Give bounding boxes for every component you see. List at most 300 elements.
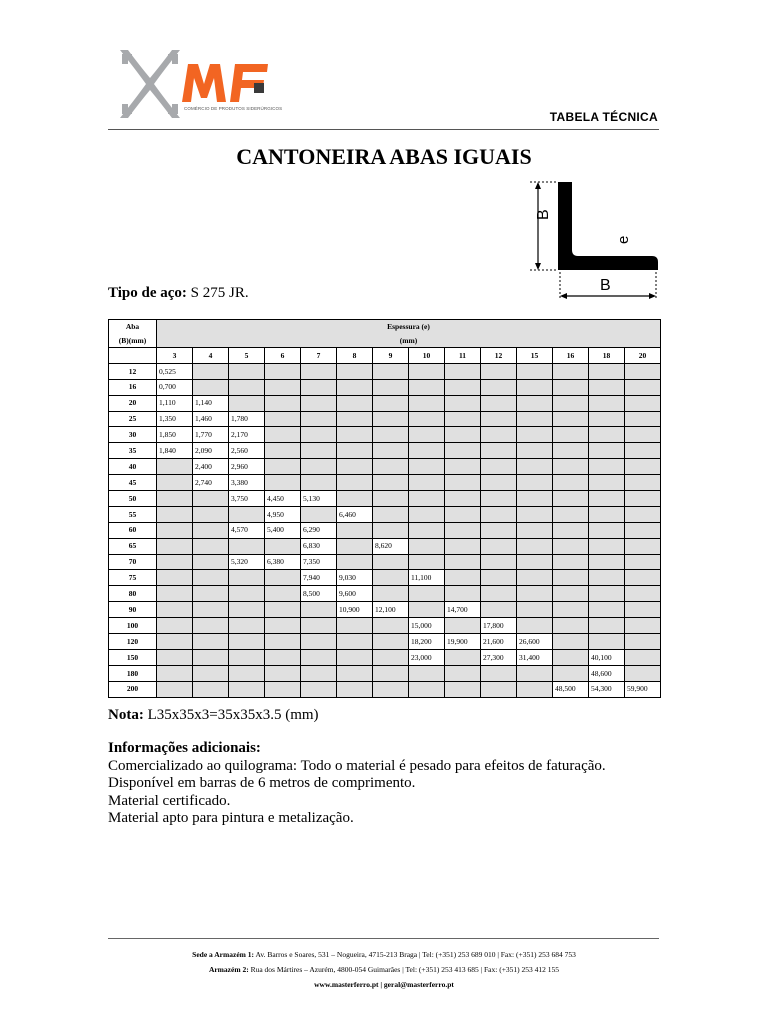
empty-cell: [373, 681, 409, 697]
empty-cell: [445, 570, 481, 586]
empty-cell: [409, 379, 445, 395]
empty-cell: [409, 538, 445, 554]
additional-info-heading: Informações adicionais:: [108, 740, 261, 756]
table-row: [109, 491, 661, 507]
diagram-label-height: B: [535, 209, 552, 220]
info-line: Disponível em barras de 6 metros de comprimento.: [108, 775, 416, 791]
aba-cell: 75: [109, 570, 157, 586]
table-header-row: [109, 320, 661, 348]
empty-cell: [517, 554, 553, 570]
empty-cell: [265, 681, 301, 697]
empty-cell: [193, 554, 229, 570]
weight-cell: 14,700: [445, 602, 481, 618]
table-row: [109, 538, 661, 554]
empty-cell: [265, 602, 301, 618]
aba-header: [109, 320, 157, 348]
empty-cell: [625, 459, 661, 475]
empty-cell: [373, 522, 409, 538]
empty-cell: [301, 475, 337, 491]
empty-cell: [481, 395, 517, 411]
weight-cell: 4,450: [265, 491, 301, 507]
empty-cell: [229, 395, 265, 411]
empty-cell: [265, 443, 301, 459]
weight-cell: 5,130: [301, 491, 337, 507]
empty-cell: [481, 586, 517, 602]
empty-cell: [193, 602, 229, 618]
empty-cell: [373, 554, 409, 570]
empty-cell: [553, 459, 589, 475]
empty-cell: [445, 586, 481, 602]
empty-cell: [301, 506, 337, 522]
aba-header-line1: Aba: [125, 322, 140, 331]
thickness-header-8: 8: [337, 348, 373, 364]
empty-cell: [517, 665, 553, 681]
empty-cell: [409, 427, 445, 443]
weight-cell: 5,400: [265, 522, 301, 538]
weight-cell: 17,800: [481, 618, 517, 634]
empty-cell: [589, 506, 625, 522]
empty-cell: [625, 586, 661, 602]
empty-cell: [193, 649, 229, 665]
empty-cell: [589, 538, 625, 554]
empty-cell: [517, 538, 553, 554]
empty-cell: [481, 491, 517, 507]
empty-cell: [337, 538, 373, 554]
empty-cell: [589, 443, 625, 459]
note: [108, 707, 319, 724]
empty-cell: [409, 681, 445, 697]
empty-cell: [517, 618, 553, 634]
thickness-header-20: 20: [625, 348, 661, 364]
empty-cell: [553, 634, 589, 650]
empty-cell: [553, 491, 589, 507]
weight-cell: 59,900: [625, 681, 661, 697]
empty-cell: [481, 570, 517, 586]
weight-cell: 54,300: [589, 681, 625, 697]
aba-cell: 180: [109, 665, 157, 681]
empty-cell: [481, 379, 517, 395]
empty-cell: [337, 618, 373, 634]
empty-cell: [517, 586, 553, 602]
empty-cell: [481, 554, 517, 570]
empty-cell: [625, 363, 661, 379]
empty-cell: [229, 363, 265, 379]
empty-cell: [157, 538, 193, 554]
empty-cell: [553, 506, 589, 522]
aba-cell: 150: [109, 649, 157, 665]
empty-cell: [517, 395, 553, 411]
angle-profile-diagram: [520, 176, 668, 304]
logo-mark-icon: [118, 44, 298, 124]
empty-cell: [445, 427, 481, 443]
empty-cell: [373, 443, 409, 459]
empty-cell: [589, 395, 625, 411]
empty-cell: [589, 554, 625, 570]
empty-cell: [553, 395, 589, 411]
logo-subtitle: COMÉRCIO DE PRODUTOS SIDERÚRGICOS: [184, 106, 283, 111]
weight-cell: 1,850: [157, 427, 193, 443]
empty-cell: [373, 363, 409, 379]
aba-cell: 40: [109, 459, 157, 475]
empty-cell: [193, 618, 229, 634]
aba-cell: 20: [109, 395, 157, 411]
empty-cell: [553, 379, 589, 395]
table-row: [109, 475, 661, 491]
empty-cell: [481, 459, 517, 475]
empty-cell: [193, 681, 229, 697]
aba-cell: 80: [109, 586, 157, 602]
empty-cell: [265, 665, 301, 681]
empty-cell: [373, 475, 409, 491]
aba-cell: 16: [109, 379, 157, 395]
empty-cell: [337, 554, 373, 570]
empty-cell: [625, 411, 661, 427]
footer-address-2-label: Armazém 2:: [208, 965, 249, 974]
empty-cell: [625, 538, 661, 554]
empty-cell: [337, 363, 373, 379]
empty-cell: [481, 411, 517, 427]
empty-cell: [445, 491, 481, 507]
weight-cell: 31,400: [517, 649, 553, 665]
empty-cell: [517, 379, 553, 395]
empty-cell: [373, 427, 409, 443]
empty-cell: [409, 363, 445, 379]
table-row: [109, 443, 661, 459]
empty-cell: [301, 681, 337, 697]
table-row: [109, 681, 661, 697]
weight-cell: 2,960: [229, 459, 265, 475]
empty-cell: [265, 570, 301, 586]
empty-cell: [373, 649, 409, 665]
thickness-header-4: 4: [193, 348, 229, 364]
info-line: Material certificado.: [108, 792, 231, 809]
empty-cell: [301, 427, 337, 443]
empty-cell: [445, 665, 481, 681]
weight-cell: 3,380: [229, 475, 265, 491]
empty-cell: [409, 491, 445, 507]
empty-cell: [337, 491, 373, 507]
empty-cell: [589, 618, 625, 634]
thickness-header-7: 7: [301, 348, 337, 364]
table-row: [109, 634, 661, 650]
empty-cell: [409, 443, 445, 459]
aba-cell: 55: [109, 506, 157, 522]
empty-cell: [553, 475, 589, 491]
weight-cell: 1,350: [157, 411, 193, 427]
empty-cell: [409, 411, 445, 427]
empty-cell: [337, 427, 373, 443]
thickness-header-6: 6: [265, 348, 301, 364]
weight-cell: 23,000: [409, 649, 445, 665]
empty-cell: [157, 634, 193, 650]
footer-address-1-label: Sede a Armazém 1:: [192, 950, 255, 959]
empty-cell: [481, 363, 517, 379]
empty-cell: [481, 538, 517, 554]
empty-cell: [553, 554, 589, 570]
empty-cell: [445, 443, 481, 459]
table-row: [109, 395, 661, 411]
empty-cell: [229, 665, 265, 681]
empty-cell: [337, 649, 373, 665]
weight-cell: 2,740: [193, 475, 229, 491]
weight-cell: 27,300: [481, 649, 517, 665]
empty-cell: [301, 411, 337, 427]
empty-cell: [229, 618, 265, 634]
table-row: [109, 411, 661, 427]
empty-cell: [625, 491, 661, 507]
empty-cell: [517, 522, 553, 538]
thickness-header-9: 9: [373, 348, 409, 364]
aba-header-line2: (B)(mm): [118, 335, 147, 345]
empty-cell: [445, 395, 481, 411]
table-row: [109, 618, 661, 634]
weight-cell: 7,940: [301, 570, 337, 586]
weight-cell: 2,400: [193, 459, 229, 475]
info-line: Material apto para pintura e metalização.: [108, 810, 354, 826]
empty-cell: [553, 570, 589, 586]
weight-cell: 48,600: [589, 665, 625, 681]
empty-cell: [625, 522, 661, 538]
empty-cell: [517, 570, 553, 586]
empty-cell: [157, 618, 193, 634]
diagram-label-thickness: e: [615, 235, 632, 244]
empty-cell: [445, 522, 481, 538]
weight-table: [108, 319, 661, 698]
weight-cell: 15,000: [409, 618, 445, 634]
thickness-header-15: 15: [517, 348, 553, 364]
empty-cell: [301, 665, 337, 681]
empty-cell: [373, 570, 409, 586]
empty-cell: [409, 475, 445, 491]
thickness-header-10: 10: [409, 348, 445, 364]
empty-cell: [229, 681, 265, 697]
empty-cell: [625, 665, 661, 681]
empty-cell: [193, 491, 229, 507]
thickness-header-3: 3: [157, 348, 193, 364]
empty-cell: [373, 411, 409, 427]
empty-cell: [625, 379, 661, 395]
weight-cell: 18,200: [409, 634, 445, 650]
empty-cell: [157, 522, 193, 538]
angle-profile-drawing: [520, 176, 668, 304]
empty-cell: [373, 379, 409, 395]
empty-cell: [157, 554, 193, 570]
empty-cell: [517, 506, 553, 522]
thickness-header-11: 11: [445, 348, 481, 364]
empty-cell: [373, 395, 409, 411]
aba-cell: 200: [109, 681, 157, 697]
empty-cell: [265, 586, 301, 602]
empty-cell: [301, 395, 337, 411]
empty-cell: [265, 618, 301, 634]
footer-address-1: [0, 950, 768, 959]
empty-cell: [517, 681, 553, 697]
empty-cell: [409, 586, 445, 602]
weight-cell: 2,170: [229, 427, 265, 443]
empty-cell: [589, 602, 625, 618]
aba-cell: 120: [109, 634, 157, 650]
empty-cell: [445, 538, 481, 554]
table-row: [109, 665, 661, 681]
table-row: [109, 554, 661, 570]
empty-cell: [373, 506, 409, 522]
weight-cell: 1,110: [157, 395, 193, 411]
empty-cell: [265, 538, 301, 554]
aba-cell: 35: [109, 443, 157, 459]
thickness-header-5: 5: [229, 348, 265, 364]
empty-cell: [265, 379, 301, 395]
empty-cell: [193, 538, 229, 554]
empty-cell: [589, 411, 625, 427]
empty-cell: [589, 379, 625, 395]
espessura-header: [157, 320, 661, 348]
footer-address-2: [0, 965, 768, 974]
empty-cell: [157, 570, 193, 586]
empty-cell: [517, 602, 553, 618]
empty-cell: [517, 475, 553, 491]
weight-cell: 1,460: [193, 411, 229, 427]
empty-cell: [337, 634, 373, 650]
empty-cell: [265, 649, 301, 665]
info-line: Comercializado ao quilograma: Todo o material é pesado para efeitos de faturação.: [108, 757, 606, 774]
empty-cell: [553, 363, 589, 379]
empty-cell: [409, 522, 445, 538]
empty-cell: [517, 363, 553, 379]
empty-cell: [445, 649, 481, 665]
empty-cell: [373, 618, 409, 634]
empty-cell: [625, 506, 661, 522]
empty-cell: [517, 443, 553, 459]
empty-cell: [553, 602, 589, 618]
empty-cell: [229, 649, 265, 665]
header-divider: [108, 129, 659, 130]
empty-cell: [301, 379, 337, 395]
empty-cell: [229, 602, 265, 618]
diagram-label-width: B: [600, 277, 611, 294]
weight-cell: 19,900: [445, 634, 481, 650]
page-title: CANTONEIRA ABAS IGUAIS: [236, 144, 532, 169]
empty-cell: [625, 618, 661, 634]
weight-cell: 4,950: [265, 506, 301, 522]
empty-cell: [409, 395, 445, 411]
weight-cell: 4,570: [229, 522, 265, 538]
empty-cell: [625, 475, 661, 491]
thickness-header-18: 18: [589, 348, 625, 364]
empty-cell: [193, 586, 229, 602]
empty-cell: [409, 506, 445, 522]
empty-cell: [445, 459, 481, 475]
empty-cell: [373, 665, 409, 681]
empty-cell: [229, 506, 265, 522]
empty-cell: [301, 443, 337, 459]
aba-cell: 50: [109, 491, 157, 507]
empty-cell: [229, 538, 265, 554]
empty-cell: [445, 681, 481, 697]
empty-cell: [625, 554, 661, 570]
empty-cell: [193, 379, 229, 395]
weight-cell: 1,840: [157, 443, 193, 459]
empty-cell: [589, 427, 625, 443]
empty-cell: [229, 634, 265, 650]
table-row: [109, 506, 661, 522]
empty-cell: [301, 649, 337, 665]
empty-cell: [481, 506, 517, 522]
empty-cell: [589, 475, 625, 491]
empty-cell: [445, 363, 481, 379]
aba-cell: 70: [109, 554, 157, 570]
empty-cell: [409, 665, 445, 681]
empty-cell: [229, 570, 265, 586]
empty-cell: [337, 475, 373, 491]
thickness-header-row: [109, 348, 661, 364]
aba-cell: 30: [109, 427, 157, 443]
aba-cell: 65: [109, 538, 157, 554]
note-text: L35x35x3=35x35x3.5 (mm): [147, 707, 319, 723]
empty-cell: [589, 491, 625, 507]
aba-cell: 100: [109, 618, 157, 634]
weight-cell: 0,525: [157, 363, 193, 379]
weight-cell: 3,750: [229, 491, 265, 507]
weight-cell: 8,500: [301, 586, 337, 602]
empty-cell: [157, 475, 193, 491]
empty-cell: [517, 491, 553, 507]
weight-cell: 1,140: [193, 395, 229, 411]
weight-cell: 8,620: [373, 538, 409, 554]
espessura-header-line1: Espessura (e): [387, 322, 430, 331]
footer-divider: [108, 938, 659, 939]
weight-cell: 9,600: [337, 586, 373, 602]
thickness-header-blank: [109, 348, 157, 364]
company-logo: [118, 44, 298, 124]
additional-info: [108, 740, 606, 828]
steel-type-value: S 275 JR.: [190, 285, 249, 301]
weight-cell: 5,320: [229, 554, 265, 570]
empty-cell: [445, 475, 481, 491]
empty-cell: [337, 665, 373, 681]
empty-cell: [481, 602, 517, 618]
table-row: [109, 649, 661, 665]
empty-cell: [229, 586, 265, 602]
empty-cell: [337, 522, 373, 538]
weight-cell: 26,600: [517, 634, 553, 650]
empty-cell: [517, 459, 553, 475]
empty-cell: [301, 363, 337, 379]
footer-contacts: www.masterferro.pt | geral@masterferro.pt: [314, 980, 454, 989]
steel-type-label: Tipo de aço:: [108, 285, 187, 301]
empty-cell: [553, 665, 589, 681]
weight-cell: 6,460: [337, 506, 373, 522]
thickness-header-12: 12: [481, 348, 517, 364]
aba-cell: 90: [109, 602, 157, 618]
empty-cell: [301, 634, 337, 650]
weight-cell: 1,780: [229, 411, 265, 427]
empty-cell: [157, 602, 193, 618]
weight-cell: 2,090: [193, 443, 229, 459]
table-row: [109, 522, 661, 538]
table-row: [109, 459, 661, 475]
empty-cell: [553, 618, 589, 634]
weight-cell: 11,100: [409, 570, 445, 586]
empty-cell: [157, 649, 193, 665]
empty-cell: [409, 602, 445, 618]
empty-cell: [589, 363, 625, 379]
empty-cell: [157, 665, 193, 681]
footer-address-2-text: Rua dos Mártires – Azurém, 4800-054 Guimarães | Tel: (+351) 253 413 685 | Fax: (+351) 253 412 155: [250, 965, 560, 974]
weight-cell: 21,600: [481, 634, 517, 650]
empty-cell: [337, 459, 373, 475]
empty-cell: [625, 427, 661, 443]
empty-cell: [481, 443, 517, 459]
